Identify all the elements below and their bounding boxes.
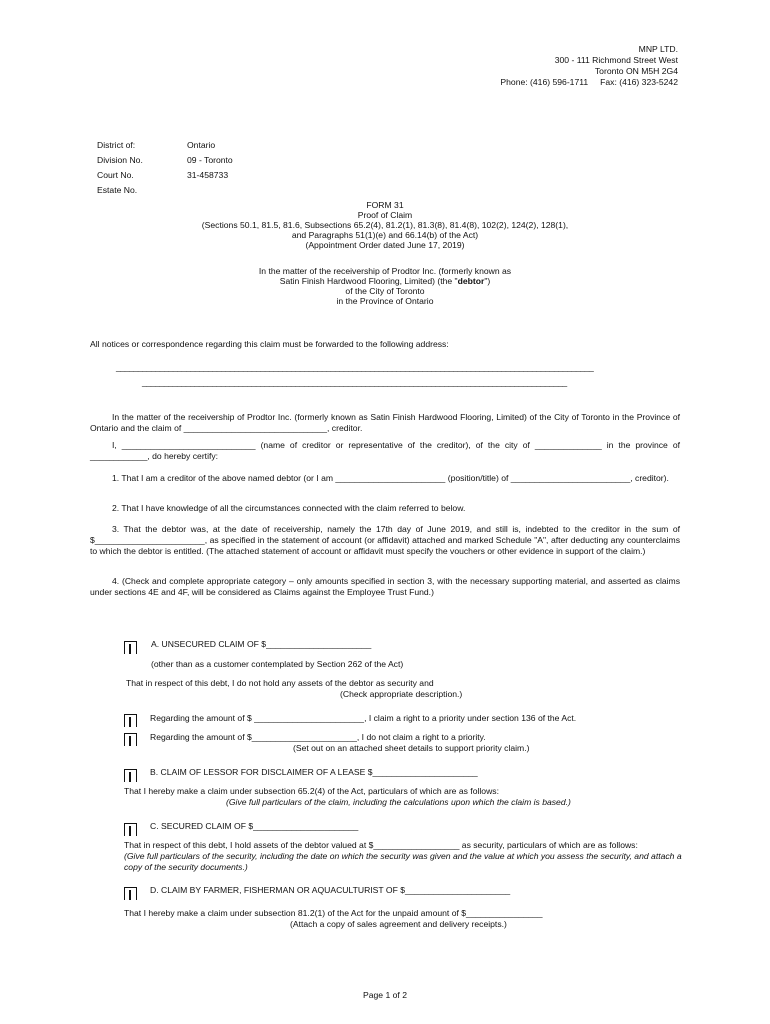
company-contact [500, 77, 678, 88]
certify-paragraph: I, ____________________________ (name of creditor or representative of the creditor), of the city of ______________ in the province of ____________, do hereby certify: [90, 440, 680, 461]
matter-block [90, 266, 680, 306]
form-number: FORM 31 [366, 200, 404, 210]
checkbox-priority-claim[interactable] [124, 714, 137, 727]
matter-line-3: of the City of Toronto [345, 286, 425, 296]
district-value: Ontario [187, 140, 216, 150]
address-line-2[interactable]: _________________________________________________________________________________________________ [142, 377, 567, 387]
claim-intro-paragraph: In the matter of the receivership of Prodtor Inc. (formerly known as Satin Finish Hardwood Flooring, Limited) of the City of Toronto in the Province of Ontario and the claim of ______________________________, creditor. [90, 412, 680, 433]
form-title-block [90, 200, 680, 250]
claim-d-title: D. CLAIM BY FARMER, FISHERMAN OR AQUACULTURIST OF $______________________ [150, 885, 511, 895]
checkbox-claim-c[interactable] [124, 823, 137, 836]
category-paragraph: 4. (Check and complete appropriate category – only amounts specified in section 3, with the necessary supporting material, and asserted as claims under sections 4E and 4F, will be considered as Claims against the Employee Trust Fund.) [90, 576, 680, 597]
claim-c-title: C. SECURED CLAIM OF $______________________ [150, 821, 359, 831]
claim-d-note-2: (Attach a copy of sales agreement and delivery receipts.) [290, 919, 507, 929]
indebted-paragraph: 3. That the debtor was, at the date of receivership, namely the 17th day of June 2019, and still is, indebted to the creditor in the sum of $_______________________, as specified in the statement of account (or affidavit) attached and marked Schedule "A", after deducting any counterclaims to which the debtor is entitled. (The attached statement of account or affidavit must specify the vouchers or other evidence in support of the claim.) [90, 524, 680, 556]
company-address-line-1: 300 - 111 Richmond Street West [554, 55, 678, 65]
company-header [500, 44, 678, 88]
address-line-1[interactable]: _____________________________________________________________________________________________________________ [116, 362, 594, 372]
district-label: District of: [97, 140, 136, 150]
court-label: Court No. [97, 170, 134, 180]
claim-d-note-1: That I hereby make a claim under subsection 81.2(1) of the Act for the unpaid amount of $________________ [124, 908, 543, 918]
checkbox-claim-d[interactable] [124, 887, 137, 900]
estate-values [187, 138, 233, 183]
debtor-term: debtor [457, 276, 485, 286]
knowledge-paragraph: 2. That I have knowledge of all the circumstances connected with the claim referred to below. [112, 503, 466, 513]
matter-line-4: in the Province of Ontario [336, 296, 434, 306]
claim-a-subtitle: (other than as a customer contemplated by Section 262 of the Act) [151, 659, 404, 669]
no-priority-claim-note: (Set out on an attached sheet details to support priority claim.) [293, 743, 530, 753]
claim-b-note-1: That I hereby make a claim under subsection 65.2(4) of the Act, particulars of which are as follows: [124, 786, 499, 796]
claim-c-note-1: That in respect of this debt, I hold assets of the debtor valued at $__________________ as security, particulars of which are as follows: [124, 840, 638, 850]
no-priority-claim-option: Regarding the amount of $______________________, I do not claim a right to a priority. [150, 732, 486, 742]
page-number: Page 1 of 2 [363, 990, 407, 1000]
claim-b-title: B. CLAIM OF LESSOR FOR DISCLAIMER OF A LEASE $______________________ [150, 767, 478, 777]
claim-a-title: A. UNSECURED CLAIM OF $______________________ [151, 639, 372, 649]
checkbox-claim-b[interactable] [124, 769, 137, 782]
company-name: MNP LTD. [638, 44, 678, 54]
court-value: 31-458733 [187, 170, 229, 180]
creditor-paragraph: 1. That I am a creditor of the above named debtor (or I am _______________________ (position/title) of _________________________, creditor). [112, 473, 669, 483]
form-name: Proof of Claim [357, 210, 413, 220]
claim-a-note-1: That in respect of this debt, I do not hold any assets of the debtor as security and [126, 678, 434, 688]
matter-line-2: Satin Finish Hardwood Flooring, Limited) (the "debtor") [279, 276, 491, 286]
division-label: Division No. [97, 155, 143, 165]
matter-line-1: In the matter of the receivership of Prodtor Inc. (formerly known as [258, 266, 512, 276]
estate-label: Estate No. [97, 185, 138, 195]
notices-text: All notices or correspondence regarding this claim must be forwarded to the following address: [90, 339, 449, 349]
form-sections-1: (Sections 50.1, 81.5, 81.6, Subsections 65.2(4), 81.2(1), 81.3(8), 81.4(8), 102(2), 124(2), 128(1), [201, 220, 569, 230]
claim-b-note-2: (Give full particulars of the claim, including the calculations upon which the claim is based.) [226, 797, 571, 807]
claim-c-note-2: (Give full particulars of the security, including the date on which the security was given and the value at which you assess the security, and attach a copy of the security documents.) [124, 851, 682, 872]
company-address-line-2: Toronto ON M5H 2G4 [594, 66, 678, 76]
claim-a-note-2: (Check appropriate description.) [340, 689, 463, 699]
checkbox-no-priority-claim[interactable] [124, 733, 137, 746]
form-sections-2: and Paragraphs 51(1)(e) and 66.14(b) of the Act) [291, 230, 479, 240]
division-value: 09 - Toronto [187, 155, 233, 165]
estate-labels [97, 138, 143, 198]
company-fax: Fax: (416) 323-5242 [600, 77, 678, 87]
form-appointment: (Appointment Order dated June 17, 2019) [305, 240, 465, 250]
company-phone: Phone: (416) 596-1711 [500, 77, 589, 87]
priority-claim-option: Regarding the amount of $ _______________________, I claim a right to a priority under section 136 of the Act. [150, 713, 577, 723]
checkbox-claim-a[interactable] [124, 641, 137, 654]
